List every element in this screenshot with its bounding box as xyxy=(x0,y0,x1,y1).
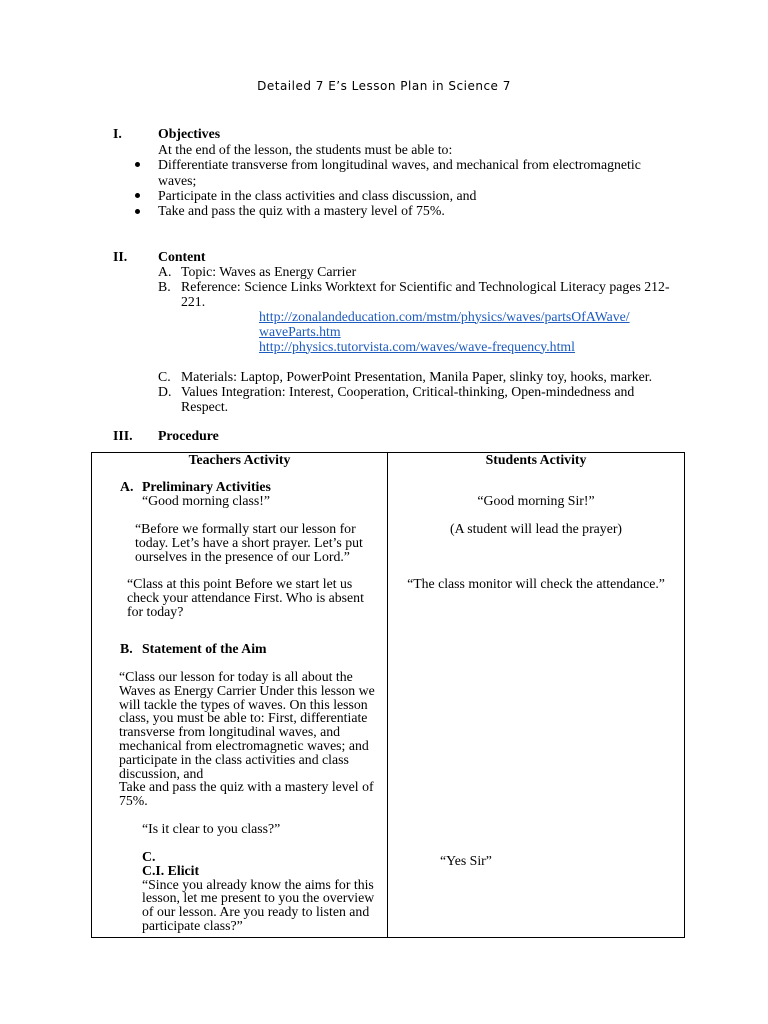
reference-link-row xyxy=(113,324,723,339)
content-values-continuation: Respect. xyxy=(181,398,229,414)
objectives-heading: Objectives xyxy=(158,126,221,142)
content-reference xyxy=(113,279,723,294)
objective-item xyxy=(113,188,723,203)
aim-line: mechanical from electromagnetic waves; and xyxy=(119,738,369,754)
blank-line xyxy=(113,354,723,369)
objectives-intro: At the end of the lesson, the students must be able to: xyxy=(158,141,453,157)
teacher-prayer-block xyxy=(135,522,363,563)
aim-line: Take and pass the quiz with a mastery level of xyxy=(119,779,374,795)
preliminary-marker: A. xyxy=(120,479,134,495)
teacher-attendance-line: for today? xyxy=(127,603,184,619)
teacher-attendance-line: “Class at this point Before we start let us xyxy=(127,576,353,592)
aim-heading-text: Statement of the Aim xyxy=(142,641,267,657)
procedure-section xyxy=(113,428,723,443)
statement-of-aim-heading xyxy=(120,642,267,656)
content-materials-text: Materials: Laptop, PowerPoint Presentation, Manila Paper, slinky toy, hooks, marker. xyxy=(181,368,653,384)
content-reference-marker: B. xyxy=(158,278,171,294)
objective-item-line: Participate in the class activities and class discussion, and xyxy=(158,187,477,203)
objective-item xyxy=(113,157,723,188)
content-values-text: Values Integration: Interest, Cooperation, Critical-thinking, Open-mindedness and xyxy=(181,383,635,399)
content-values-marker: D. xyxy=(158,383,172,399)
student-answer: “Yes Sir” xyxy=(440,853,492,869)
objective-item-line: Take and pass the quiz with a mastery level of 75%. xyxy=(158,203,445,219)
objectives-heading-row xyxy=(113,126,723,141)
reference-link-waves-parts[interactable]: waveParts.htm xyxy=(259,323,341,339)
elicit-heading: C.I. Elicit xyxy=(142,862,200,878)
content-topic-marker: A. xyxy=(158,263,172,279)
reference-link-wave-frequency[interactable]: http://physics.tutorvista.com/waves/wave-frequency.html xyxy=(259,338,575,354)
elicit-marker: C. xyxy=(142,849,156,865)
content-heading-row xyxy=(113,249,723,264)
aim-line: Waves as Energy Carrier Under this lesson we xyxy=(119,682,375,698)
objectives-section xyxy=(113,126,723,218)
teacher-prayer-line: today. Let’s have a short prayer. Let’s put xyxy=(135,534,363,550)
teacher-question: “Is it clear to you class?” xyxy=(142,821,281,837)
aim-line: 75%. xyxy=(119,793,148,809)
reference-link-waves-parts[interactable]: http://zonalandeducation.com/mstm/physics/waves/partsOfAWave/ xyxy=(259,308,630,324)
aim-line: transverse from longitudinal waves, and xyxy=(119,724,341,740)
elicit-line: participate class?” xyxy=(142,918,243,934)
preliminary-activities-block xyxy=(120,480,271,508)
aim-line: class, you must be able to: First, differentiate xyxy=(119,710,368,726)
objective-item-line: waves; xyxy=(158,172,197,188)
teacher-attendance-block xyxy=(127,577,364,618)
student-prayer: (A student will lead the prayer) xyxy=(449,521,623,537)
elicit-line: lesson, let me present to you the overview xyxy=(142,890,375,906)
content-materials xyxy=(113,369,723,384)
content-numeral: II. xyxy=(113,248,128,264)
objectives-numeral: I. xyxy=(113,126,122,142)
teacher-attendance-line: check your attendance First. Who is absent xyxy=(127,589,364,605)
student-attendance: “The class monitor will check the attendance.” xyxy=(407,576,665,592)
content-reference-text: Reference: Science Links Worktext for Scientific and Technological Literacy pages 212- xyxy=(181,278,670,294)
teacher-greeting: “Good morning class!” xyxy=(142,492,270,508)
objective-item xyxy=(113,203,723,218)
students-activity-column xyxy=(388,453,684,937)
procedure-heading: Procedure xyxy=(158,427,219,443)
statement-of-aim-heading-block xyxy=(120,642,267,656)
student-greeting: “Good morning Sir!” xyxy=(477,493,595,509)
teacher-prayer-line: “Before we formally start our lesson for xyxy=(135,521,356,537)
elicit-block xyxy=(142,850,374,933)
document-title: Detailed 7 E’s Lesson Plan in Science 7 xyxy=(257,79,511,93)
content-section xyxy=(113,249,723,414)
procedure-heading-row xyxy=(113,428,723,443)
students-activity-header: Students Activity xyxy=(485,452,587,467)
preliminary-heading-text: Preliminary Activities xyxy=(142,479,271,495)
aim-line: participate in the class activities and class xyxy=(119,751,349,767)
procedure-table xyxy=(91,452,685,938)
teachers-activity-header: Teachers Activity xyxy=(188,452,291,467)
aim-line: will tackle the types of waves. On this lesson xyxy=(119,696,368,712)
content-topic-text: Topic: Waves as Energy Carrier xyxy=(181,263,357,279)
teachers-activity-column xyxy=(92,453,387,937)
teacher-prayer-line: ourselves in the presence of our Lord.” xyxy=(135,548,350,564)
elicit-line: “Since you already know the aims for this xyxy=(142,876,374,892)
content-values xyxy=(113,384,723,399)
aim-marker: B. xyxy=(120,641,133,657)
aim-line: discussion, and xyxy=(119,765,204,781)
aim-line: “Class our lesson for today is all about the xyxy=(119,669,353,685)
reference-link-row xyxy=(113,339,723,354)
content-heading: Content xyxy=(158,248,206,264)
procedure-numeral: III. xyxy=(113,427,133,443)
content-reference-continuation: 221. xyxy=(181,293,206,309)
preliminary-activities-heading xyxy=(120,480,271,494)
reference-link-row xyxy=(113,309,723,324)
content-materials-marker: C. xyxy=(158,368,171,384)
elicit-line: of our lesson. Are you ready to listen and xyxy=(142,904,370,920)
statement-of-aim-block xyxy=(119,670,375,808)
objective-item-line: Differentiate transverse from longitudinal waves, and mechanical from electromagnetic xyxy=(158,157,641,173)
content-topic xyxy=(113,264,723,279)
